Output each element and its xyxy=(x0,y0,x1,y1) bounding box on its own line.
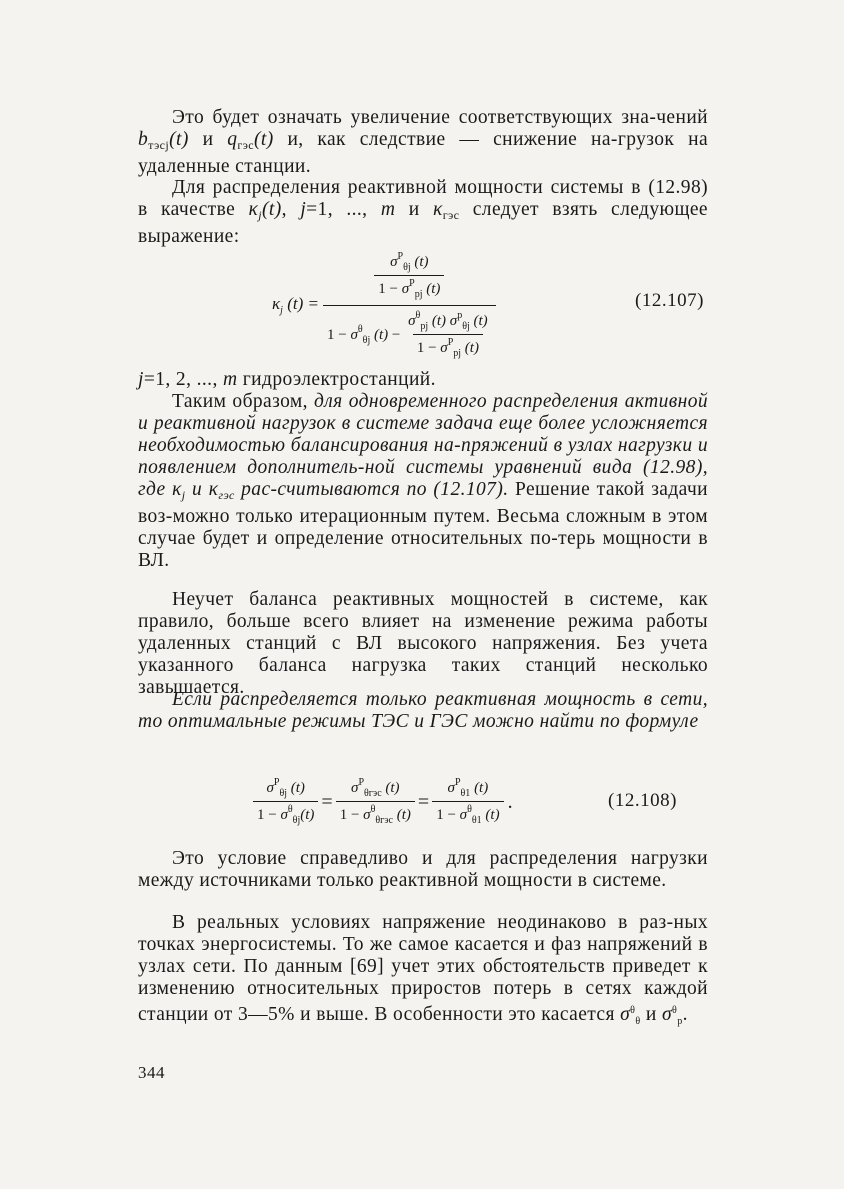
paragraph-8: В реальных условиях напряжение неодинаково в раз-ных точках энергосистемы. То же самое касается и фаз напряжений в узлах сети. По данным [69] учет этих обстоятельств приведет к изменению относительных приростов потерь в сетях каждой станции от 3—5% и выше. В особенности это касается $\sigma^\theta_\theta$ и $\sigma^\theta_p$. xyxy=(138,912,708,1027)
equation-12-108: $\frac{\sigma^P_{\theta j} (t)}{1 - \sigma^\theta_{\theta j}(t)}$ = $\frac{\sigma^P_{\theta гэс} (t)}{1 - \sigma^\theta_{\theta гэс} (t)}$ = $\frac{\sigma^P_{\theta 1} (t)}{1 - \sigma^\theta_{\theta 1} (t)}$ . xyxy=(253,778,513,826)
page-number: 344 xyxy=(138,1063,165,1082)
paragraph-6: Если распределяется только реактивная мощность в сети, то оптимальные режимы ТЭС и ГЭС можно найти по формуле xyxy=(138,689,708,732)
paragraph-7: Это условие справедливо и для распределения нагрузки между источниками только реактивной мощности в системе. xyxy=(138,848,708,891)
equation-number-12-108: (12.108) xyxy=(608,790,677,811)
paragraph-2: Для распределения реактивной мощности системы в (12.98) в качестве $\kappa_j(t)$, j=1, ..., m и $\kappa_{гэс}$ следует взять следующее выражение: xyxy=(138,177,708,247)
equation-12-107: $\kappa_j$ (t) = $\frac{\sigma^P_{\theta j} (t)}{1 - \sigma^P_{pj} (t)}$ $1 - \sigma^\theta_{\theta j}$ (t) − $\frac{\sigma^\theta_{pj} (t) \sigma^p_{\theta j} (t)}{1 - \sigma^P_{pj} (t)}$ xyxy=(272,252,592,359)
paragraph-1: Это будет означать увеличение соответствующих зна-чений $b_{тэсj}(t)$ и $q_{гэс}(t)$ и, как следствие — снижение на-грузок на удаленные станции. xyxy=(138,107,709,177)
equation-number-12-107: (12.107) xyxy=(635,290,704,311)
paragraph-3: j=1, 2, ..., m гидроэлектростанций. xyxy=(138,369,436,390)
paragraph-5: Неучет баланса реактивных мощностей в системе, как правило, больше всего влияет на изменение режима работы удаленных станций с ВЛ высокого напряжения. Без учета указанного баланса нагрузка таких станций несколько завышается. xyxy=(138,589,708,698)
paragraph-4: Таким образом, для одновременного распределения активной и реактивной нагрузок в системе задача еще более усложняется необходимостью балансирования на-пряжений в узлах нагрузки и появлением дополнитель-ной системы уравнений вида (12.98), где $\kappa_j$ и $\kappa_{гэс}$ рас-считываются по (12.107). Решение такой задачи воз-можно только итерационным путем. Весьма сложным в этом случае будет и определение относительных по-терь мощности в ВЛ. xyxy=(138,391,708,571)
